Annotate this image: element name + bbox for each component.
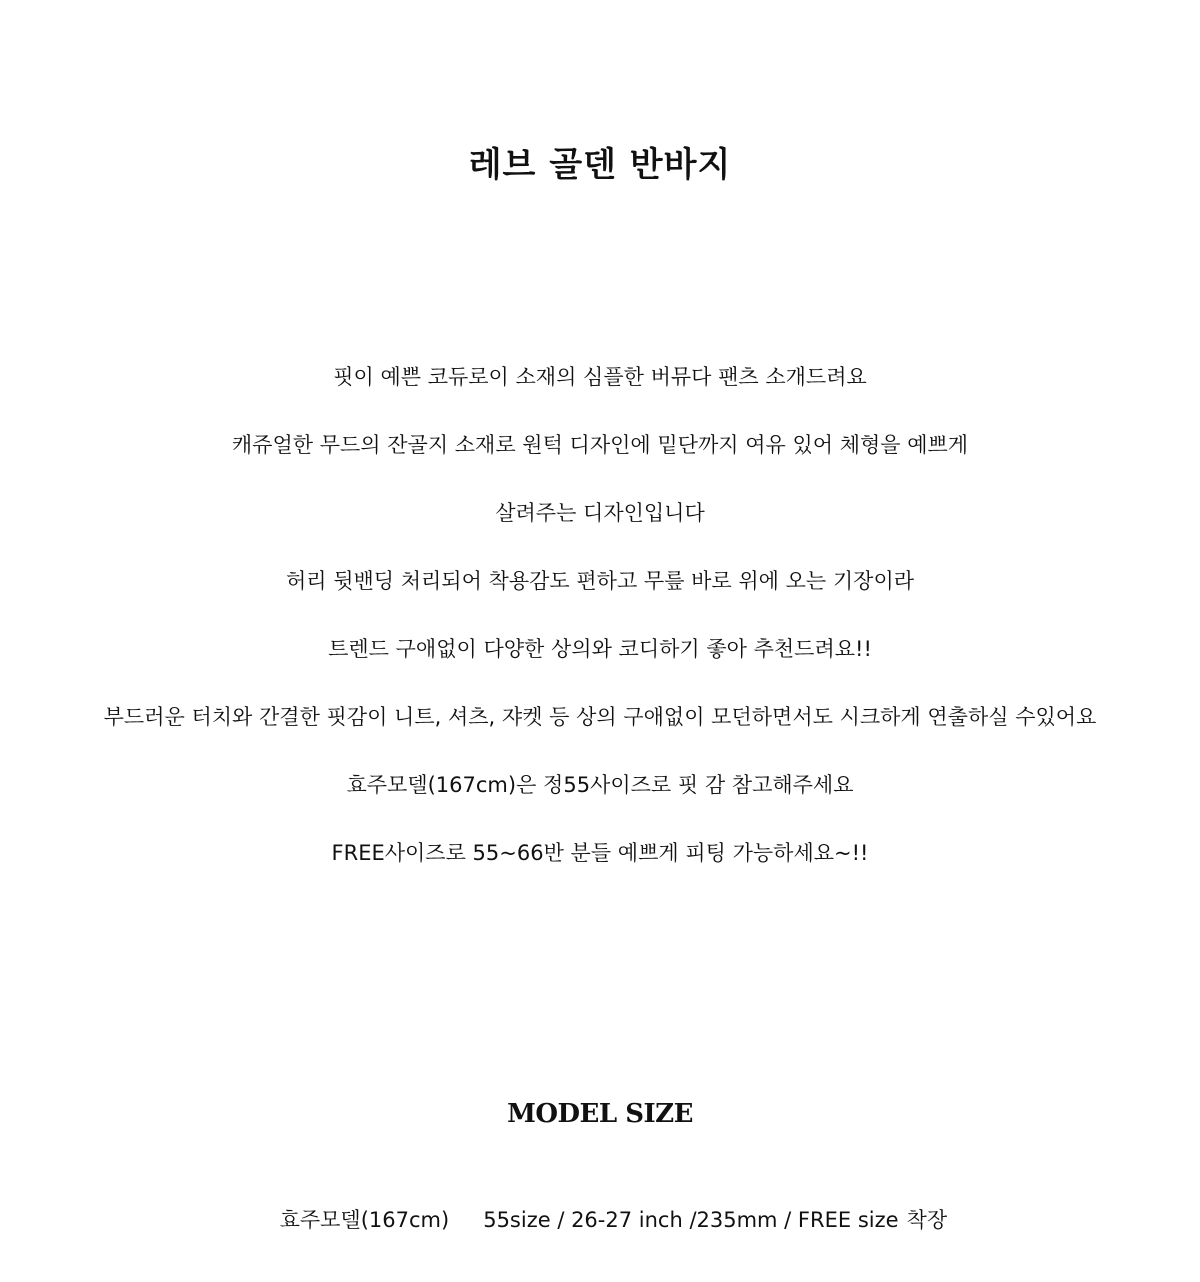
description-line: 살려주는 디자인입니다 bbox=[495, 501, 705, 525]
description-line: 부드러운 터치와 간결한 핏감이 니트, 셔츠, 쟈켓 등 상의 구애없이 모던하면서도 시크하게 연출하실 수있어요 bbox=[103, 705, 1097, 729]
description-line: 허리 뒷밴딩 처리되어 착용감도 편하고 무릎 바로 위에 오는 기장이라 bbox=[285, 569, 915, 593]
product-description bbox=[0, 358, 1200, 902]
model-name: 효주모델(167cm) bbox=[279, 1208, 450, 1232]
description-line: FREE사이즈로 55~66반 분들 예쁘게 피팅 가능하세요~!! bbox=[331, 841, 869, 865]
description-line: 캐쥬얼한 무드의 잔골지 소재로 원턱 디자인에 밑단까지 여유 있어 체형을 예쁘게 bbox=[231, 433, 969, 457]
model-size-row bbox=[0, 1166, 1200, 1274]
product-title: 레브 골덴 반바지 bbox=[468, 145, 732, 185]
description-line: 효주모델(167cm)은 정55사이즈로 핏 감 참고해주세요 bbox=[346, 773, 854, 797]
model-size-heading: MODEL SIZE bbox=[507, 1099, 693, 1129]
model-size-spec: 55size / 26-27 inch /235mm / FREE size bbox=[483, 1208, 899, 1232]
description-line: 핏이 예쁜 코듀로이 소재의 심플한 버뮤다 팬츠 소개드려요 bbox=[333, 365, 867, 389]
model-fit-label: 착장 bbox=[906, 1208, 948, 1232]
description-line: 트렌드 구애없이 다양한 상의와 코디하기 좋아 추천드려요!! bbox=[328, 637, 872, 661]
